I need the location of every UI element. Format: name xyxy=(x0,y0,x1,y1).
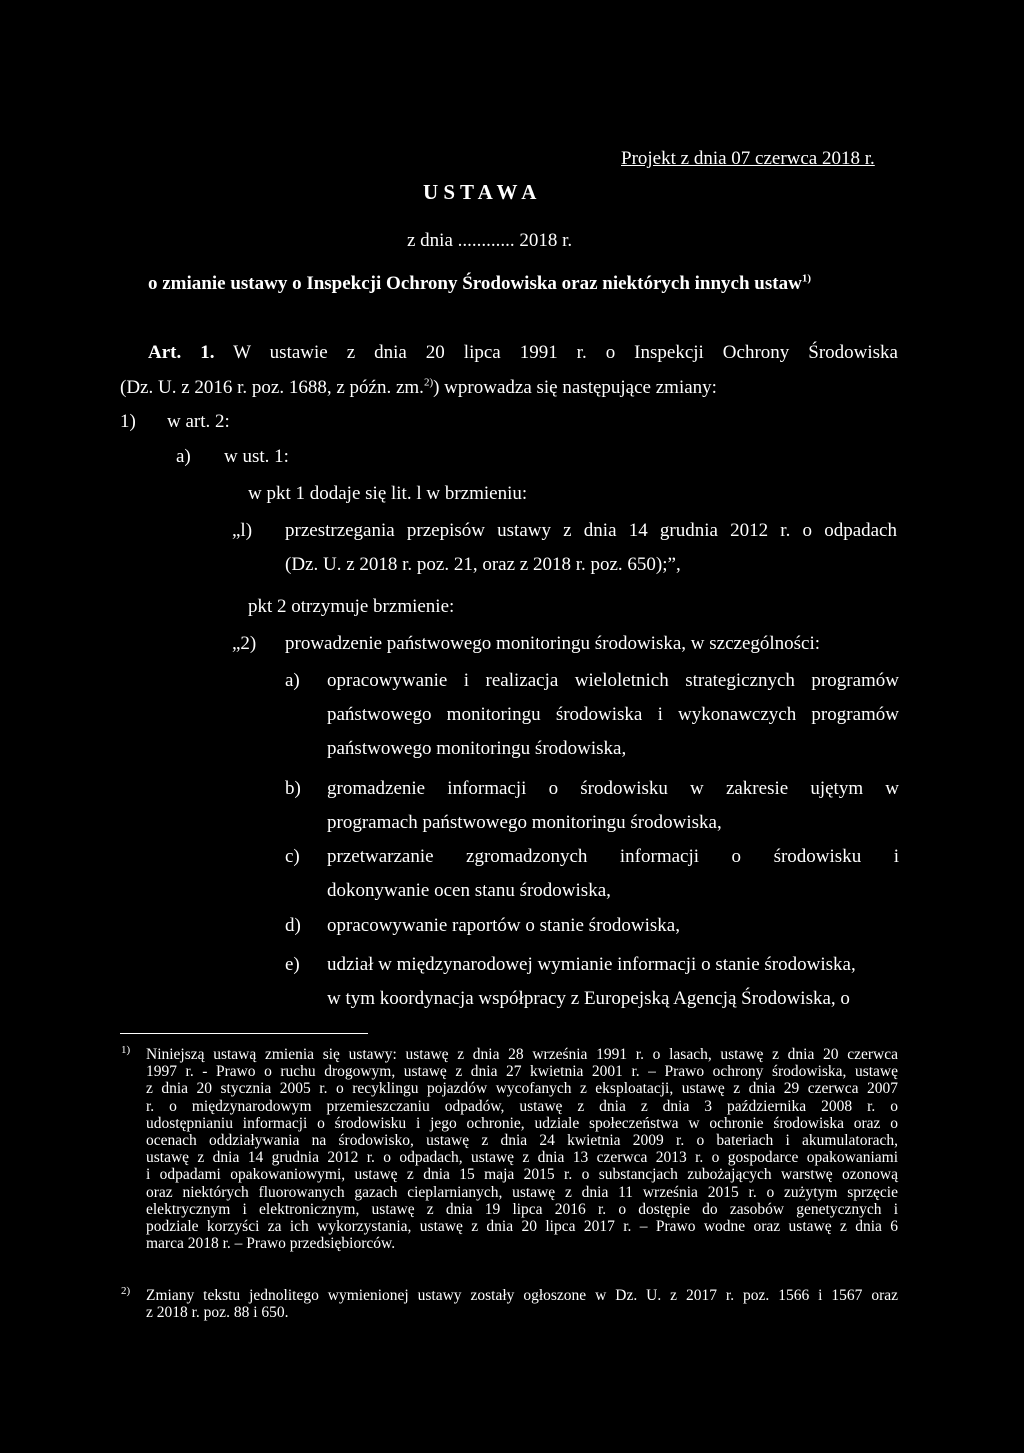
lit-l-line-2: (Dz. U. z 2018 r. poz. 21, oraz z 2018 r. poz. 650);”, xyxy=(285,554,681,575)
letter-a-text: w ust. 1: xyxy=(224,446,289,467)
point-1-number: 1) xyxy=(120,411,136,432)
pkt-2-text: prowadzenie państwowego monitoringu środowiska, w szczególności: xyxy=(285,633,821,654)
footnote-2-mark: 2) xyxy=(121,1285,131,1297)
footnote-2-text: Zmiany tekstu jednolitego wymienionej ustawy zostały ogłoszone w Dz. U. z 2017 r. poz. 1566 i 1567 oraz z 2018 r. poz. 88 i 650. xyxy=(146,1287,898,1322)
letter-a-number: a) xyxy=(176,446,191,467)
item-e-line-2: w tym koordynacja współpracy z Europejską Agencją Środowiska, o xyxy=(327,988,850,1009)
footnote-1-text: Niniejszą ustawą zmienia się ustawy: ustawę z dnia 28 września 1991 r. o lasach, ustawę z dnia 20 czerwca 1997 r. - Prawo o ruchu drogowym, ustawę z dnia 27 kwietnia 2001 r. – Prawo ochrony środowiska, ustawę z dnia 20 stycznia 2005 r. o recyklingu pojazdów wycofanych z eksploatacji, ustawę z dnia 29 czerwca 2007 r. o międzynarodowym przemieszczaniu odpadów, ustawę z dnia z dnia 3 października 2008 r. o udostępnianiu informacji o środowisku i jego ochronie, udziale społeczeństwa w ochronie środowiska oraz o ocenach oddziaływania na środowisko, ustawę z dnia 24 kwietnia 2009 r. o bateriach i akumulatorach, ustawę z dnia 14 grudnia 2012 r. o odpadach, ustawę z dnia 13 czerwca 2013 r. o gospodarce opakowaniami i odpadami opakowaniowymi, ustawę z dnia 15 maja 2015 r. o substancjach zubożających warstwę ozonową oraz niektórych fluorowanych gazach cieplarnianych, ustawę z dnia 11 września 2015 r. o zużytym sprzęcie elektrycznym i elektronicznym, ustawę z dnia 19 lipca 2016 r. o dostępie do zasobów genetycznych i podziale korzyści za ich wykorzystania, ustawę z dnia 20 lipca 2017 r. – Prawo wodne oraz ustawę z dnia 6 marca 2018 r. – Prawo przedsiębiorców. xyxy=(146,1046,898,1253)
item-b-number: b) xyxy=(285,778,301,799)
item-c-number: c) xyxy=(285,846,300,867)
footnote-ref-1[interactable]: 1) xyxy=(801,272,811,285)
lit-l-number: „l) xyxy=(232,520,253,541)
pkt-2-number: „2) xyxy=(232,633,257,654)
item-c-line-1: przetwarzanie zgromadzonych informacji o środowisku i xyxy=(327,846,899,867)
draft-note: Projekt z dnia 07 czerwca 2018 r. xyxy=(621,148,875,169)
pkt-2-intro: pkt 2 otrzymuje brzmienie: xyxy=(248,596,455,617)
lit-l-intro: w pkt 1 dodaje się lit. l w brzmieniu: xyxy=(248,483,528,504)
footnote-1-mark: 1) xyxy=(121,1044,131,1056)
point-1-text: w art. 2: xyxy=(167,411,230,432)
footnote-ref-2[interactable]: 2) xyxy=(423,376,434,389)
item-e-line-1: udział w międzynarodowej wymianie informacji o stanie środowiska, xyxy=(327,954,856,975)
item-a-line-2: państwowego monitoringu środowiska i wykonawczych programów xyxy=(327,704,899,725)
item-a-number: a) xyxy=(285,670,300,691)
lit-l-line-1: przestrzegania przepisów ustawy z dnia 14 grudnia 2012 r. o odpadach xyxy=(285,520,897,541)
item-b-line-1: gromadzenie informacji o środowisku w zakresie ujętym w xyxy=(327,778,899,799)
item-a-line-1: opracowywanie i realizacja wieloletnich strategicznych programów xyxy=(327,670,899,691)
item-e-number: e) xyxy=(285,954,300,975)
item-d-number: d) xyxy=(285,915,301,936)
article-1-line-2: (Dz. U. z 2016 r. poz. 1688, z późn. zm.$^{2)}$) wprowadza się następujące zmiany: xyxy=(120,376,717,398)
document-subject: o zmianie ustawy o Inspekcji Ochrony Środowiska oraz niektórych innych ustaw$^{1)}$ xyxy=(148,272,811,294)
item-b-line-2: programach państwowego monitoringu środowiska, xyxy=(327,812,722,833)
document-date: z dnia ............ 2018 r. xyxy=(407,230,573,251)
footnote-separator xyxy=(120,1033,368,1034)
item-a-line-3: państwowego monitoringu środowiska, xyxy=(327,738,627,759)
document-title: U S T A W A xyxy=(423,180,537,204)
item-d-line-1: opracowywanie raportów o stanie środowiska, xyxy=(327,915,680,936)
item-c-line-2: dokonywanie ocen stanu środowiska, xyxy=(327,880,611,901)
article-1-line-1: Art. 1. W ustawie z dnia 20 lipca 1991 r. o Inspekcji Ochrony Środowiska xyxy=(148,342,898,363)
